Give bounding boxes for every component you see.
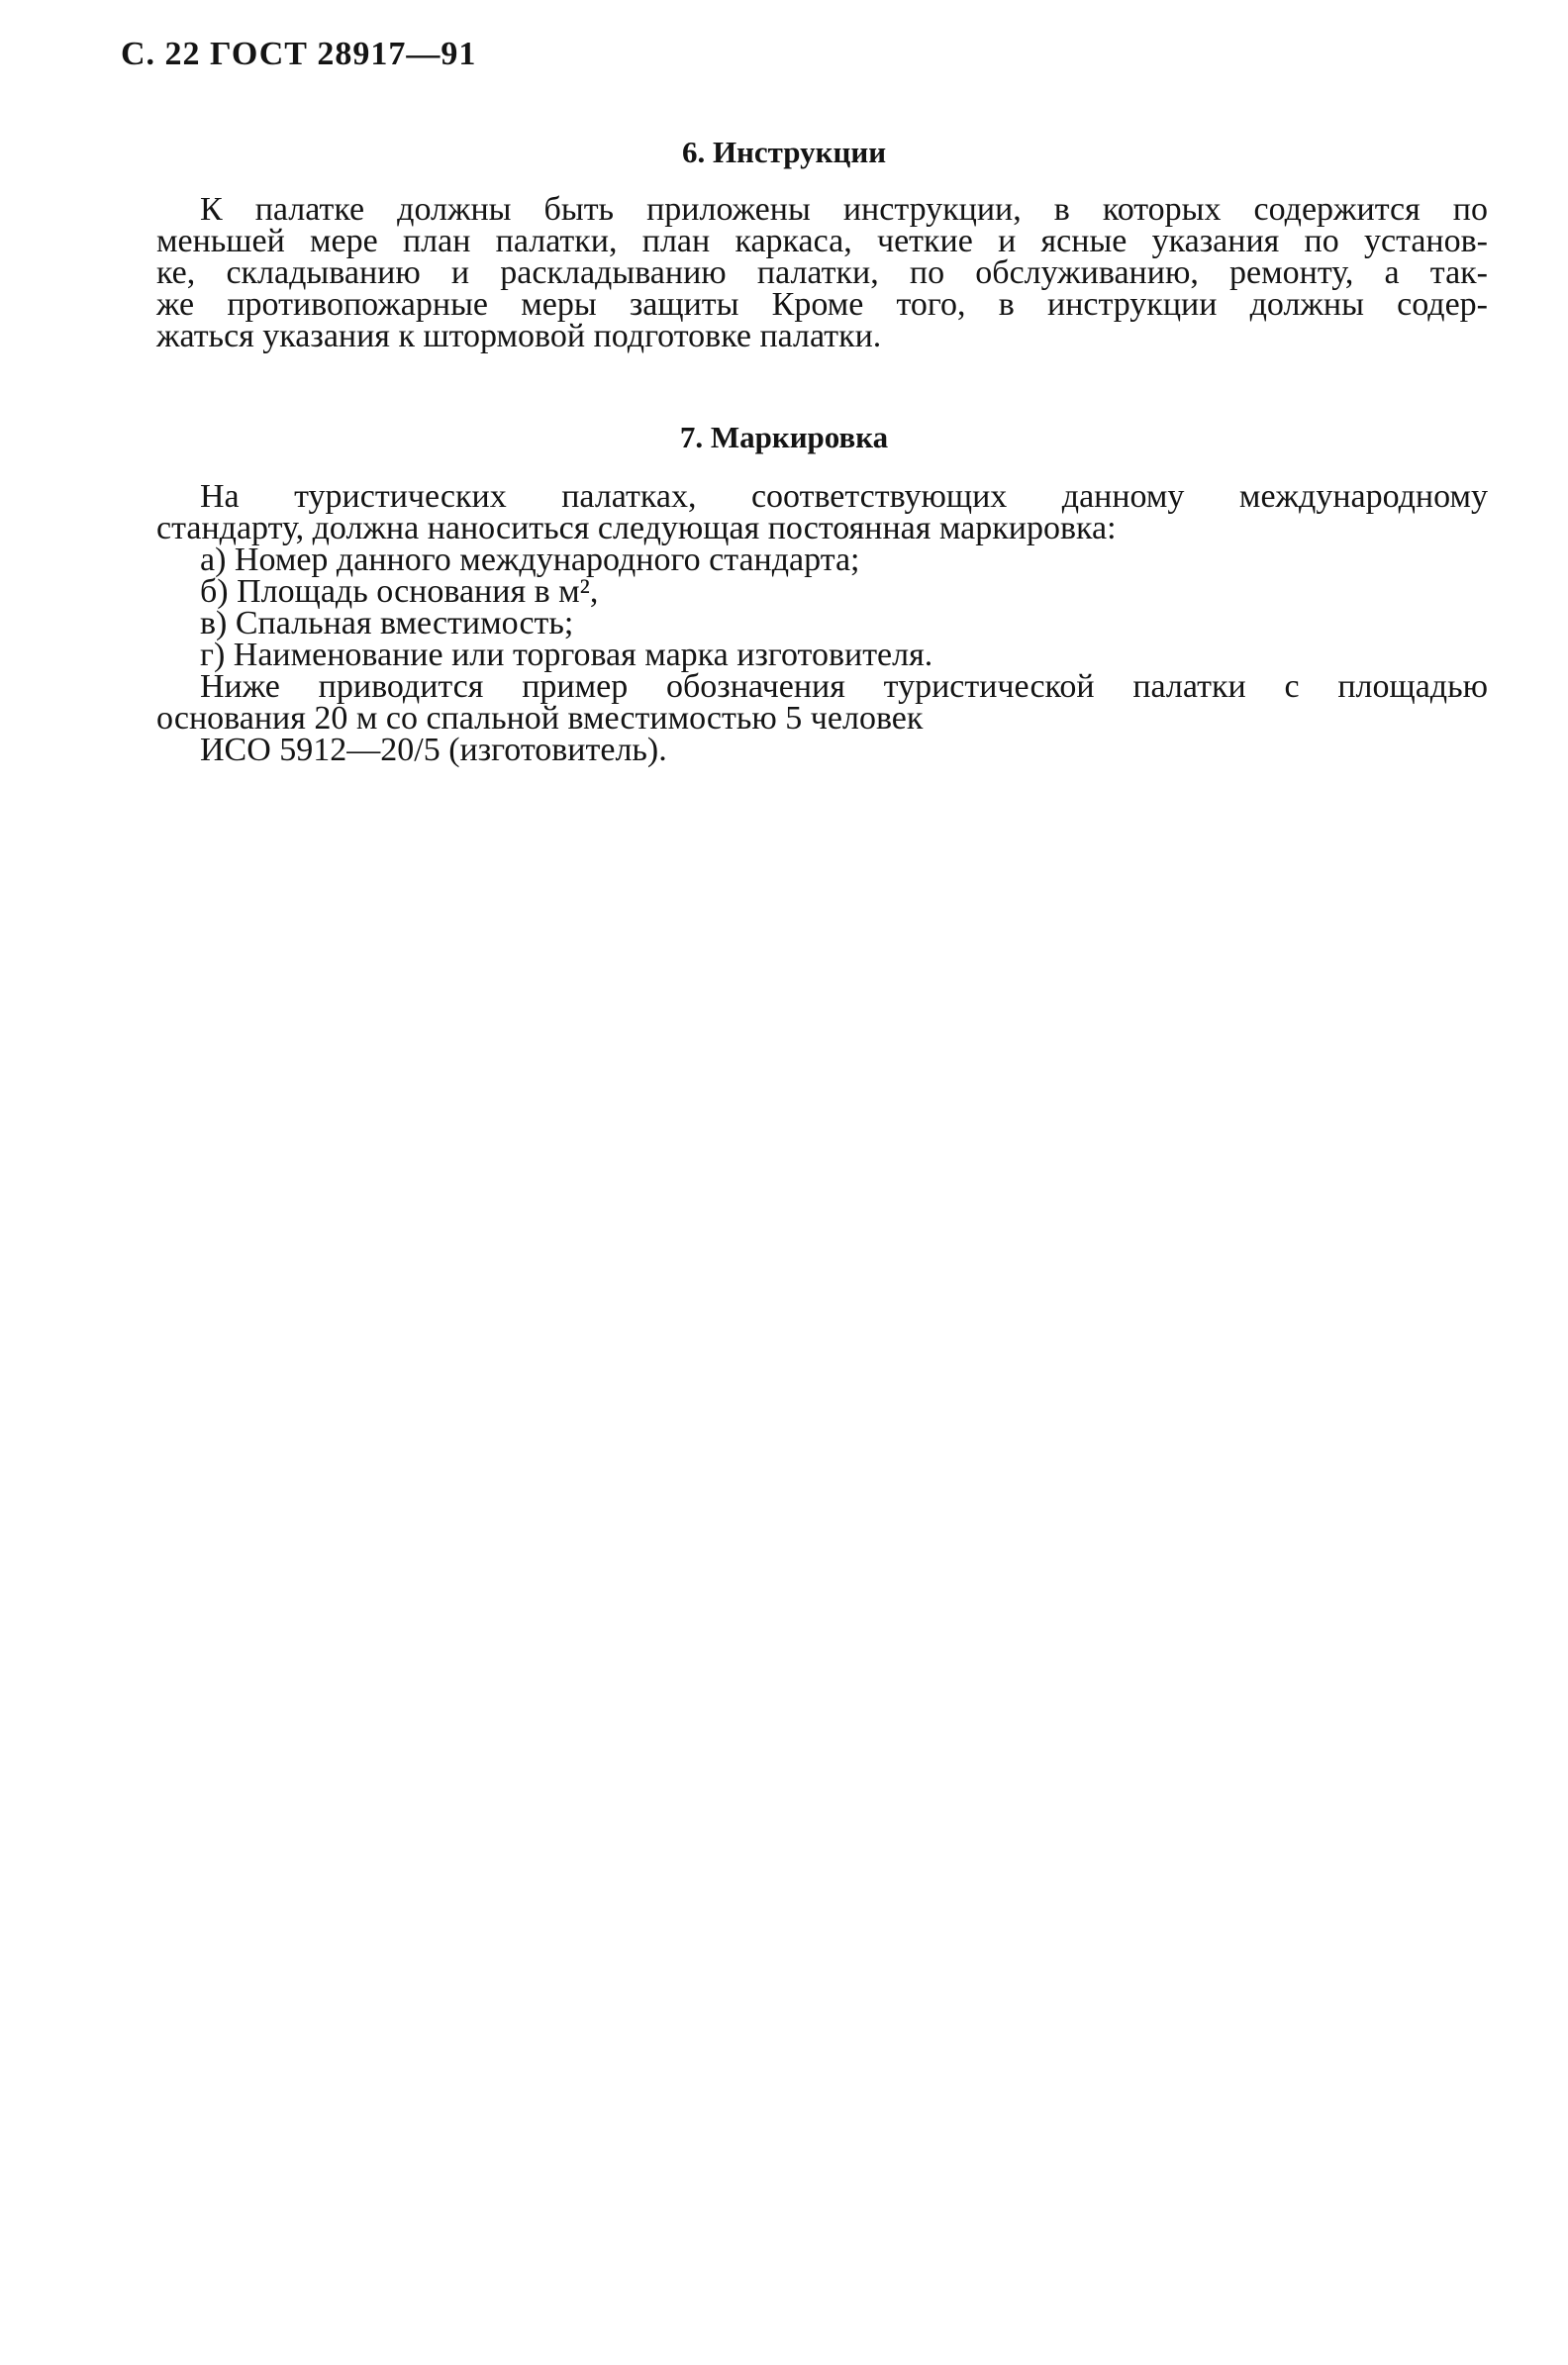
section-6-line: же противопожарные меры защиты Кроме того, в инструкции должны содер-	[156, 286, 1488, 323]
section-6-line: меньшей мере план палатки, план каркаса, четкие и ясные указания по установ-	[156, 223, 1488, 259]
section-6-title: 6. Инструкции	[681, 135, 887, 169]
section-7-title: 7. Маркировка	[679, 420, 889, 454]
section-7-designation-example: ИСО 5912—20/5 (изготовитель).	[200, 732, 667, 768]
section-6-line: ке, складыванию и раскладыванию палатки, по обслуживанию, ремонту, а так-	[156, 254, 1488, 291]
section-7-line: стандарту, должна наноситься следующая постоянная маркировка:	[156, 510, 1117, 546]
page-header: С. 22 ГОСТ 28917—91	[121, 36, 477, 72]
section-7-list-item: б) Площадь основания в м²,	[200, 573, 599, 610]
section-6-line: жаться указания к штормовой подготовке палатки.	[156, 318, 882, 354]
section-7-list-item: г) Наименование или торговая марка изготовителя.	[200, 637, 933, 673]
section-7-paragraph	[156, 478, 1488, 768]
section-7-list-item: в) Спальная вместимость;	[200, 605, 574, 641]
section-6-line: К палатке должны быть приложены инструкции, в которых содержится по	[200, 191, 1488, 228]
section-7-line: основания 20 м со спальной вместимостью 5 человек	[156, 700, 924, 737]
section-7-line: Ниже приводится пример обозначения туристической палатки с площадью	[200, 668, 1488, 705]
section-6-paragraph	[156, 191, 1488, 354]
section-7-line: На туристических палатках, соответствующих данному международному	[200, 478, 1488, 515]
section-7-list-item: а) Номер данного международного стандарта;	[200, 542, 860, 578]
